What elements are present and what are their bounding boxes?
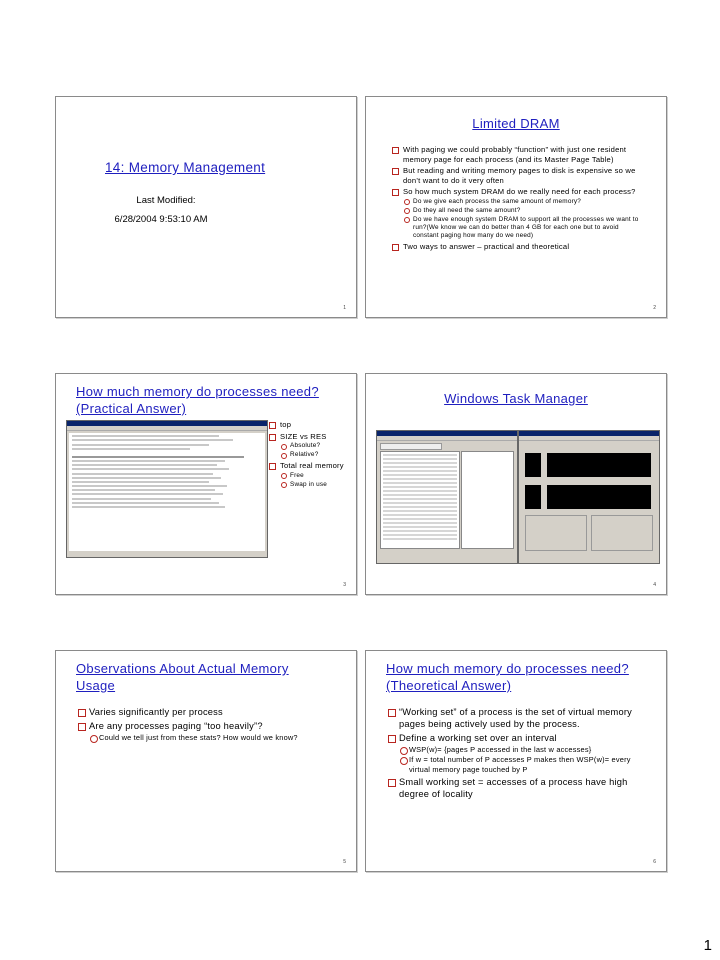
sub-list — [403, 198, 644, 240]
bullet — [269, 432, 349, 460]
bullet-text: SIZE vs RES — [280, 431, 327, 441]
slide-4 — [365, 373, 667, 595]
sub-bullet: Do we have enough system DRAM to support all the processes we want to run?(We know we can do better than 4 GB for each one but to avoid constant paging how many do we need) — [403, 216, 644, 240]
bullet-text: Total real memory — [280, 461, 344, 471]
sub-bullet: Relative? — [280, 451, 349, 459]
page-number: 1 — [703, 937, 712, 954]
bullet: Small working set = accesses of a process have high degree of locality — [388, 776, 638, 800]
slide-title: Limited DRAM — [472, 116, 560, 131]
slide-title: Observations About Actual Memory Usage — [76, 661, 289, 693]
bullet-list — [388, 706, 638, 802]
sub-list — [399, 745, 638, 774]
bullet — [269, 461, 349, 489]
bullet: But reading and writing memory pages to disk is expensive so we don’t want to do it very often — [392, 166, 644, 185]
sub-bullet: Free — [280, 472, 349, 480]
bullet-text: So how much system DRAM do we really need for each process? — [403, 187, 636, 197]
sub-bullet: Swap in use — [280, 481, 349, 489]
sub-bullet: Could we tell just from these stats? How would we know? — [89, 733, 299, 742]
bullet-text: Are any processes paging “too heavily”? — [89, 721, 263, 731]
bullet: top — [269, 420, 349, 430]
slide-number: 6 — [653, 859, 656, 865]
bullet-list — [269, 420, 349, 491]
bullet — [388, 732, 638, 774]
bullet-list — [392, 145, 644, 254]
slide-number: 5 — [343, 859, 346, 865]
sub-list — [89, 733, 328, 742]
last-modified-date: 6/28/2004 9:53:10 AM — [114, 214, 208, 225]
slide-2 — [365, 96, 667, 318]
bullet: “Working set” of a process is the set of virtual memory pages being actively used by the process. — [388, 706, 638, 730]
slide-title: 14: Memory Management — [105, 160, 266, 175]
top-terminal-screenshot — [66, 420, 268, 558]
task-manager-performance-screenshot — [518, 430, 660, 564]
slide-1 — [55, 96, 357, 318]
bullet: With paging we could probably “function” with just one resident memory page for each process (and its Master Page Table) — [392, 145, 644, 164]
bullet-list — [78, 706, 328, 744]
bullet: Two ways to answer – practical and theoretical — [392, 242, 644, 252]
slide-title: How much memory do processes need? (Theoretical Answer) — [386, 661, 629, 693]
task-manager-processes-screenshot — [376, 430, 518, 564]
slide-number: 1 — [343, 305, 346, 311]
bullet-text: Define a working set over an interval — [399, 733, 557, 743]
slide-6 — [365, 650, 667, 872]
sub-list — [280, 442, 349, 459]
slide-number: 3 — [343, 582, 346, 588]
last-modified-label: Last Modified: — [136, 195, 196, 206]
sub-bullet: If w = total number of P accesses P makes then WSP(w)= every virtual memory page touched by P — [399, 755, 638, 774]
bullet — [78, 720, 328, 742]
slide-5 — [55, 650, 357, 872]
slide-number: 2 — [653, 305, 656, 311]
sub-bullet: WSP(w)= {pages P accessed in the last w accesses} — [399, 745, 638, 754]
sub-bullet: Absolute? — [280, 442, 349, 450]
sub-bullet: Do they all need the same amount? — [403, 207, 644, 215]
slide-number: 4 — [653, 582, 656, 588]
sub-list — [280, 472, 349, 489]
slide-3 — [55, 373, 357, 595]
bullet: Varies significantly per process — [78, 706, 328, 718]
bullet — [392, 187, 644, 240]
slide-title: Windows Task Manager — [444, 391, 588, 406]
sub-bullet: Do we give each process the same amount of memory? — [403, 198, 644, 206]
slide-title: How much memory do processes need? (Practical Answer) — [76, 384, 319, 416]
